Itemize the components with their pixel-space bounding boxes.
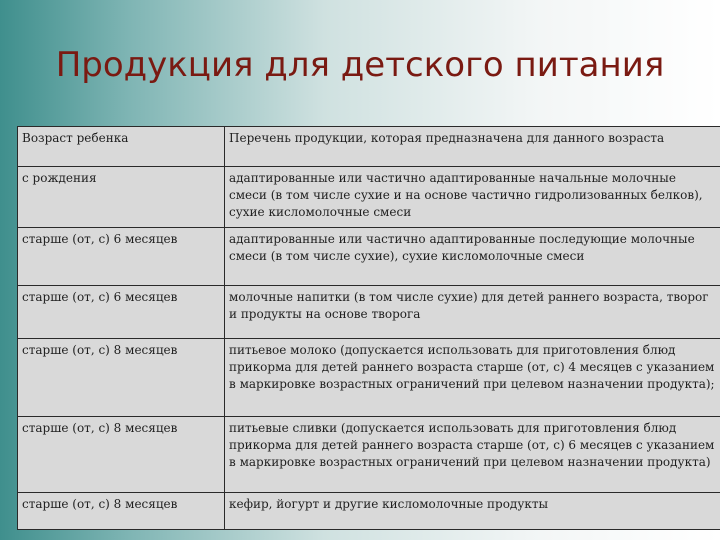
row-products: питьевые сливки (допускается использовать для приготовления блюд прикорма для детей раннего возраста старше (от, с) 6 месяцев с указанием в маркировке возрастных ограничений при целевом назначении продукта) xyxy=(225,417,720,493)
table-row xyxy=(18,417,720,493)
table-row xyxy=(18,286,720,339)
row-age: старше (от, с) 6 месяцев xyxy=(18,286,225,339)
row-products: молочные напитки (в том числе сухие) для детей раннего возраста, творог и продукты на основе творога xyxy=(225,286,720,339)
products-table xyxy=(17,126,720,530)
row-products: питьевое молоко (допускается использовать для приготовления блюд прикорма для детей раннего возраста старше (от, с) 4 месяцев с указанием в маркировке возрастных ограничений при целевом назначении продукта); xyxy=(225,339,720,417)
table-row xyxy=(18,167,720,228)
row-products: адаптированные или частично адаптированные начальные молочные смеси (в том числе сухие и на основе частично гидролизованных белков), сухие кисломолочные смеси xyxy=(225,167,720,228)
slide-title: Продукция для детского питания xyxy=(55,45,665,85)
row-age: старше (от, с) 8 месяцев xyxy=(18,417,225,493)
row-age: старше (от, с) 8 месяцев xyxy=(18,339,225,417)
table-header-row xyxy=(18,127,720,167)
row-age: старше (от, с) 6 месяцев xyxy=(18,228,225,286)
row-products: адаптированные или частично адаптированные последующие молочные смеси (в том числе сухие), сухие кисломолочные смеси xyxy=(225,228,720,286)
row-age: с рождения xyxy=(18,167,225,228)
header-age: Возраст ребенка xyxy=(18,127,225,167)
row-products: кефир, йогурт и другие кисломолочные продукты xyxy=(225,493,720,530)
table-row xyxy=(18,493,720,530)
header-products: Перечень продукции, которая предназначена для данного возраста xyxy=(225,127,720,167)
row-age: старше (от, с) 8 месяцев xyxy=(18,493,225,530)
table-row xyxy=(18,339,720,417)
table-row xyxy=(18,228,720,286)
